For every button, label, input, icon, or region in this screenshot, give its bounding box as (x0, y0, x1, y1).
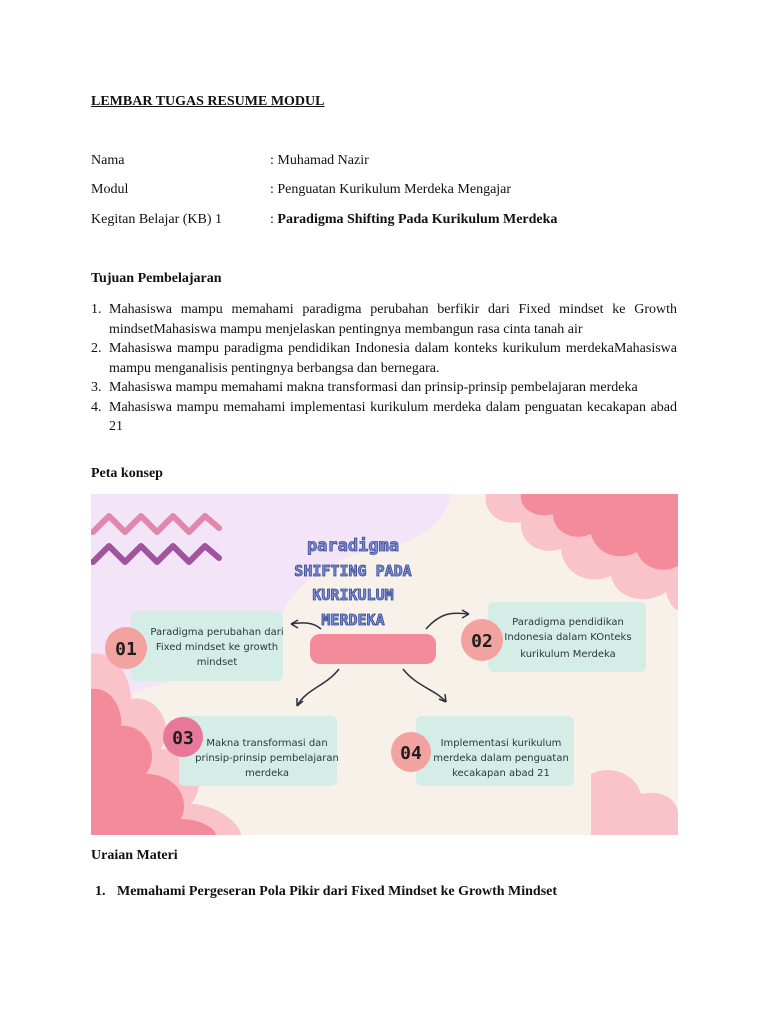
node-number: 03 (172, 728, 194, 749)
node-text-line: merdeka dalam penguatan (433, 753, 569, 764)
list-text: Mahasiswa mampu paradigma pendidikan Indonesia dalam konteks kurikulum merdekaMahasiswa mampu menganalisis pentingnya berbangsa dan bernegara. (109, 341, 677, 376)
material-item (95, 884, 557, 900)
info-value-prefix: : (270, 212, 278, 227)
list-number: 2. (91, 341, 102, 356)
list-text: Mahasiswa mampu memahami implementasi kurikulum merdeka dalam penguatan kecakapan abad 21 (109, 399, 677, 434)
node-text-line: kecakapan abad 21 (452, 768, 550, 779)
list-number: 1. (91, 302, 102, 317)
info-value: : Muhamad Nazir (270, 153, 369, 168)
node-number: 04 (400, 743, 422, 764)
list-number: 4. (91, 399, 102, 415)
list-number: 3. (91, 380, 102, 395)
material-item-number: 1. (95, 884, 106, 899)
map-title-line: KURIKULUM (312, 586, 394, 604)
info-label: Nama (91, 153, 125, 168)
info-value-bold: Paradigma Shifting Pada Kurikulum Merdeka (277, 212, 558, 227)
material-item-text: Memahami Pergeseran Pola Pikir dari Fixed Mindset ke Growth Mindset (117, 884, 558, 899)
node-text-line: Paradigma pendidikan (512, 617, 624, 628)
info-label: Kegitan Belajar (KB) 1 (91, 212, 223, 227)
concept-map-graphic (91, 494, 678, 835)
list-item (91, 398, 677, 437)
node-text-line: mindset (196, 657, 238, 668)
list-text: Mahasiswa mampu memahami makna transformasi dan prinsip-prinsip pembelajaran merdeka (109, 380, 638, 395)
map-title-line: SHIFTING PADA (294, 562, 412, 580)
node-text-line: Paradigma perubahan dari (150, 627, 284, 638)
node-text-line: merdeka (244, 768, 290, 779)
document-title: LEMBAR TUGAS RESUME MODUL (91, 94, 325, 109)
node-number: 02 (471, 631, 493, 652)
list-item (91, 300, 677, 339)
list-item (91, 378, 677, 398)
node-text-line: Fixed mindset ke growth (155, 642, 279, 653)
node-text-line: Makna transformasi dan (206, 738, 328, 749)
node-text-line: Indonesia dalam KOnteks (504, 632, 632, 643)
list-item (91, 339, 677, 378)
info-value: : Penguatan Kurikulum Merdeka Mengajar (270, 182, 512, 197)
info-value (270, 212, 557, 228)
objectives-list (91, 300, 677, 437)
concept-map-image (91, 494, 678, 835)
center-bar (310, 634, 436, 664)
node-text-line: Implementasi kurikulum (440, 738, 562, 749)
concept-map-heading: Peta konsep (91, 466, 163, 481)
material-heading: Uraian Materi (91, 848, 178, 863)
node-number: 01 (115, 639, 137, 660)
node-text-line: prinsip-prinsip pembelajaran (195, 753, 339, 764)
map-title-line: paradigma (306, 536, 400, 556)
list-text: Mahasiswa mampu memahami paradigma perubahan berfikir dari Fixed mindset ke Growth mindsetMahasiswa mampu menjelaskan pentingnya membangun rasa cinta tanah air (109, 302, 677, 337)
objectives-heading: Tujuan Pembelajaran (91, 271, 222, 286)
info-label: Modul (91, 182, 129, 197)
map-title-line: MERDEKA (321, 611, 385, 629)
node-text-line: kurikulum Merdeka (520, 649, 616, 660)
